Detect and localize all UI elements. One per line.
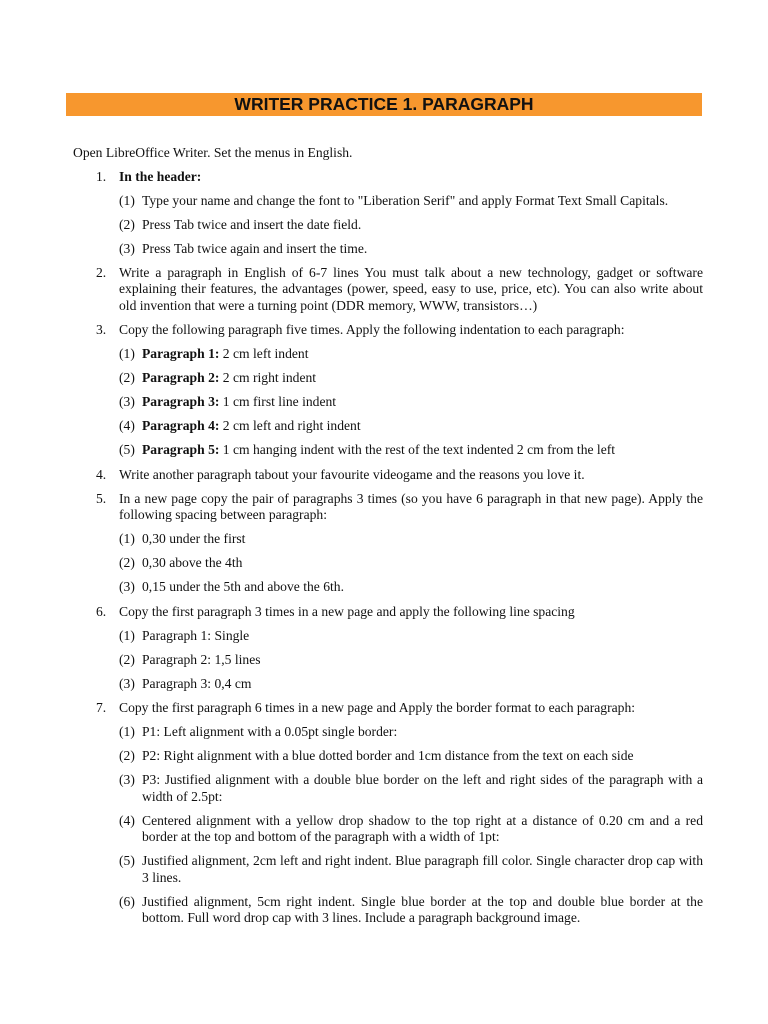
sub-item	[73, 394, 703, 411]
numbered-list	[73, 169, 703, 927]
sub-item-number: (1)	[119, 723, 135, 739]
sub-item-bold-text: Paragraph 3:	[142, 394, 220, 410]
sub-item-text: Paragraph 3: 0,4 cm	[142, 675, 252, 691]
sub-item-number: (3)	[119, 240, 135, 256]
sub-item-text: Centered alignment with a yellow drop shadow to the top right at a distance of 0.20 cm and a red border at the top and bottom of the paragraph with a width of 1pt:	[142, 812, 703, 845]
item-text: Copy the first paragraph 3 times in a new page and apply the following line spacing	[119, 603, 575, 619]
sub-item-number: (3)	[119, 579, 135, 595]
item-number: 3.	[96, 321, 107, 337]
item-text: Copy the first paragraph 6 times in a new page and Apply the border format to each paragraph:	[119, 699, 636, 715]
item-number: 5.	[96, 490, 107, 506]
sub-item	[73, 217, 703, 234]
sub-item-number: (2)	[119, 748, 135, 764]
sub-item-text: Paragraph 2: 1,5 lines	[142, 651, 261, 667]
sub-item	[73, 772, 703, 805]
sub-item-text: 2 cm right indent	[219, 370, 317, 386]
sub-item-number: (2)	[119, 370, 135, 386]
sub-item-number: (3)	[119, 675, 135, 691]
sub-item	[73, 628, 703, 645]
sub-item-number: (1)	[119, 346, 135, 362]
sub-item	[73, 813, 703, 846]
sub-item	[73, 370, 703, 387]
item-number: 6.	[96, 603, 107, 619]
sub-item-number: (2)	[119, 216, 135, 232]
item-text: Copy the following paragraph five times. Apply the following indentation to each paragraph:	[119, 321, 625, 337]
title-bar	[66, 93, 702, 116]
item-number: 2.	[96, 264, 107, 280]
sub-item	[73, 555, 703, 572]
item-number: 4.	[96, 466, 107, 482]
sub-item-text: 0,30 under the first	[142, 531, 246, 547]
sub-item-text: 1 cm first line indent	[219, 394, 337, 410]
sub-item-number: (3)	[119, 394, 135, 410]
sub-item	[73, 748, 703, 765]
sub-item-text: 0,30 above the 4th	[142, 555, 243, 571]
sub-item-number: (2)	[119, 555, 135, 571]
sub-item-text: Press Tab twice again and insert the time.	[142, 240, 368, 256]
item-text: In a new page copy the pair of paragraphs 3 times (so you have 6 paragraph in that new page). Apply the following spacing between paragraph:	[119, 490, 703, 523]
sub-item-number: (2)	[119, 651, 135, 667]
item-bold-text: In the header:	[119, 168, 202, 184]
sub-item-bold-text: Paragraph 5:	[142, 442, 220, 458]
sub-item	[73, 853, 703, 886]
sub-item-text: 2 cm left and right indent	[219, 418, 361, 434]
list-item	[73, 491, 703, 524]
sub-item-text: 2 cm left indent	[219, 346, 309, 362]
item-text: Write a paragraph in English of 6-7 lines You must talk about a new technology, gadget or software explaining their features, the advantages (power, speed, easy to use, price, etc). You can also write about old invention that were a turning point (DDR memory, WWW, transistors…)	[119, 264, 703, 313]
sub-item	[73, 442, 703, 459]
sub-item-number: (4)	[119, 812, 135, 828]
intro-text: Open LibreOffice Writer. Set the menus in English.	[73, 145, 353, 160]
sub-item-number: (1)	[119, 627, 135, 643]
list-item	[73, 322, 703, 339]
list-item	[73, 169, 703, 186]
sub-item-text: P2: Right alignment with a blue dotted border and 1cm distance from the text on each side	[142, 748, 634, 764]
sub-item	[73, 531, 703, 548]
sub-item	[73, 579, 703, 596]
sub-item	[73, 676, 703, 693]
sub-item-text: Type your name and change the font to "Liberation Serif" and apply Format Text Small Capitals.	[142, 192, 669, 208]
list-item	[73, 467, 703, 484]
sub-item	[73, 346, 703, 363]
sub-item-text: Paragraph 1: Single	[142, 627, 250, 643]
sub-item	[73, 652, 703, 669]
page-title: WRITER PRACTICE 1. PARAGRAPH	[234, 94, 534, 114]
item-number: 7.	[96, 699, 107, 715]
sub-item-text: Justified alignment, 5cm right indent. Single blue border at the top and double blue border at the bottom. Full word drop cap with 3 lines. Include a paragraph background image.	[142, 893, 703, 926]
document-body	[73, 145, 703, 935]
sub-item-number: (1)	[119, 192, 135, 208]
sub-item-text: P1: Left alignment with a 0.05pt single border:	[142, 723, 398, 739]
sub-item-number: (5)	[119, 853, 135, 869]
list-item	[73, 700, 703, 717]
sub-item	[73, 894, 703, 927]
sub-item-bold-text: Paragraph 1:	[142, 346, 220, 362]
sub-item-text: Justified alignment, 2cm left and right indent. Blue paragraph fill color. Single character drop cap with 3 lines.	[142, 853, 703, 885]
sub-item-bold-text: Paragraph 4:	[142, 418, 220, 434]
sub-item	[73, 193, 703, 210]
sub-item-number: (5)	[119, 442, 135, 458]
item-text: Write another paragraph tabout your favourite videogame and the reasons you love it.	[119, 466, 585, 482]
item-number: 1.	[96, 168, 107, 184]
sub-item	[73, 241, 703, 258]
sub-item-number: (6)	[119, 893, 135, 909]
list-item	[73, 265, 703, 315]
sub-item-text: 1 cm hanging indent with the rest of the text indented 2 cm from the left	[219, 442, 616, 458]
sub-item	[73, 724, 703, 741]
sub-item-bold-text: Paragraph 2:	[142, 370, 220, 386]
sub-item-number: (4)	[119, 418, 135, 434]
list-item	[73, 604, 703, 621]
sub-item-text: Press Tab twice and insert the date field.	[142, 216, 362, 232]
sub-item-number: (3)	[119, 772, 135, 788]
sub-item-number: (1)	[119, 531, 135, 547]
sub-item-text: P3: Justified alignment with a double blue border on the left and right sides of the paragraph with a width of 2.5pt:	[142, 772, 703, 804]
sub-item-text: 0,15 under the 5th and above the 6th.	[142, 579, 344, 595]
sub-item	[73, 418, 703, 435]
